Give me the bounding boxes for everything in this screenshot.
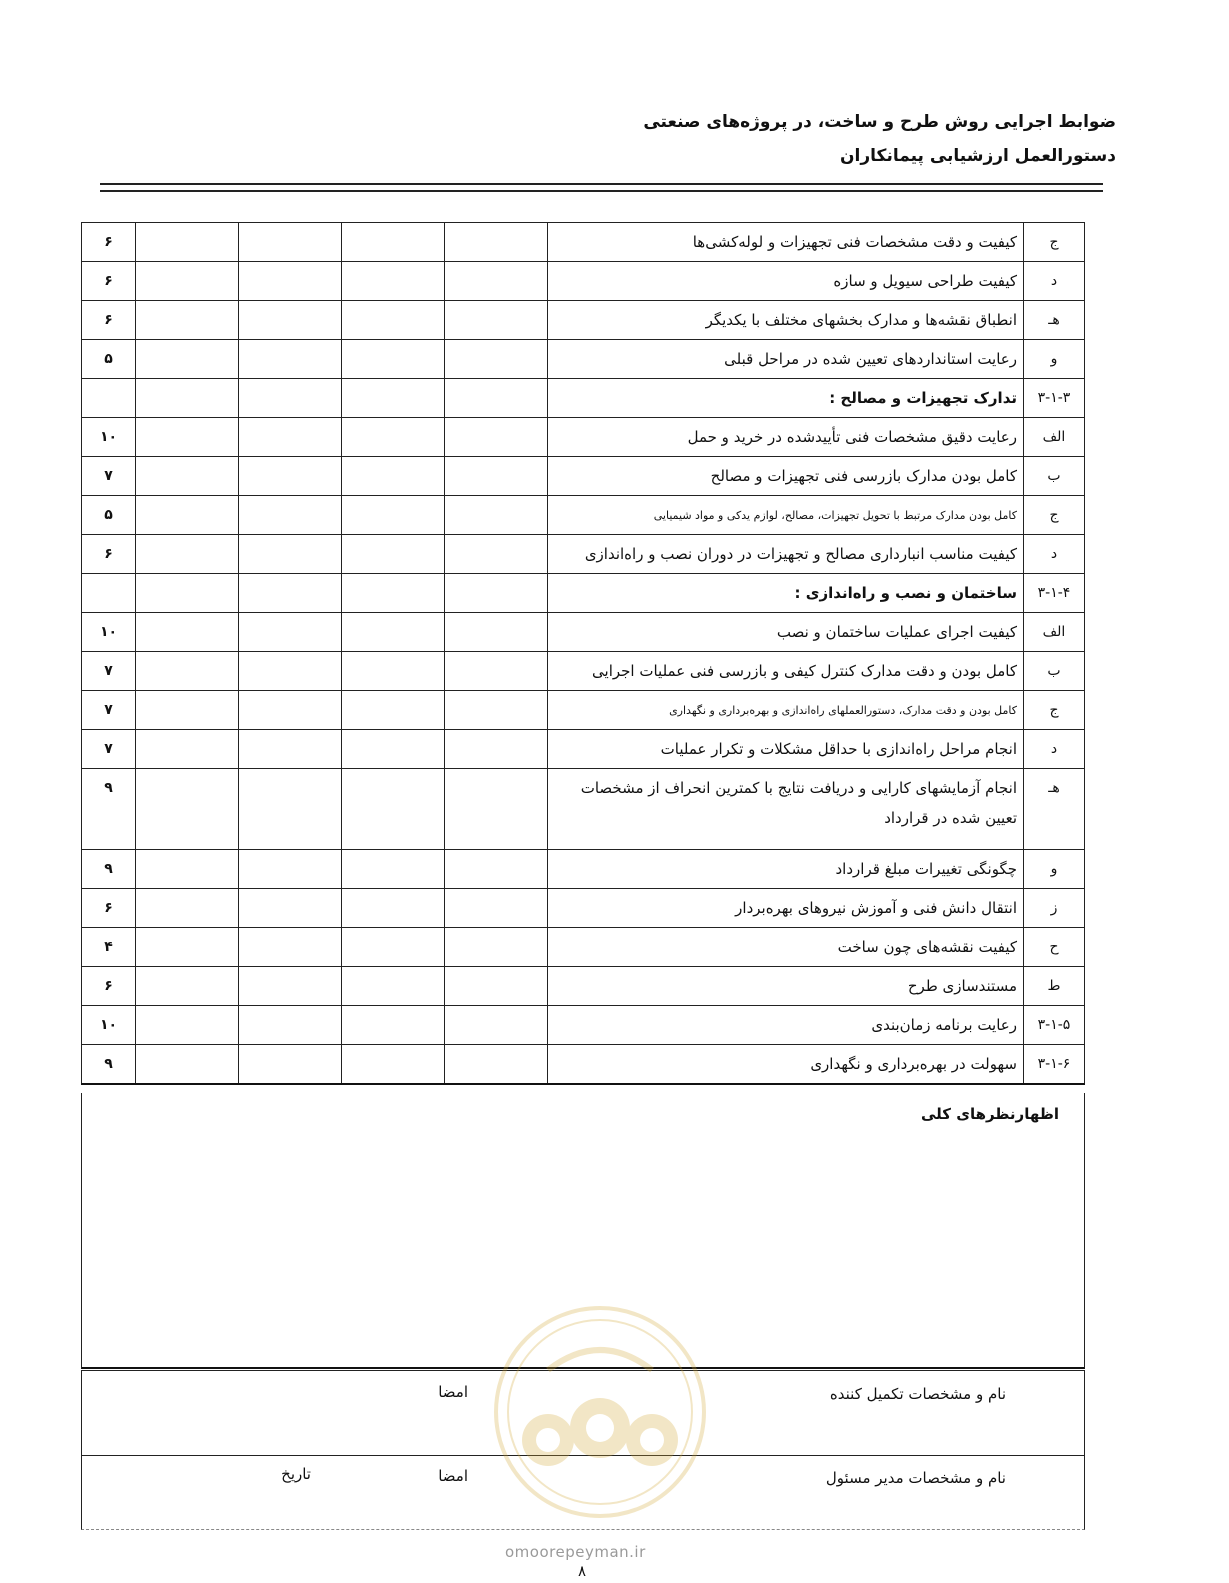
max-score: ۵ [82,496,136,535]
row-description: مستندسازی طرح [548,967,1024,1006]
date-label: تاریخ [281,1465,311,1483]
table-row [82,574,1085,613]
score-entry-cell[interactable] [136,928,239,967]
score-entry-cell[interactable] [239,730,342,769]
score-entry-cell[interactable] [445,769,548,850]
table-row [82,928,1085,967]
sign-label: امضا [438,1467,468,1485]
score-entry-cell[interactable] [445,496,548,535]
score-entry-cell[interactable] [136,652,239,691]
max-score: ۵ [82,340,136,379]
max-score: ۶ [82,223,136,262]
table-row [82,730,1085,769]
row-code: و [1024,850,1085,889]
score-entry-cell[interactable] [239,262,342,301]
row-description: کامل بودن مدارک بازرسی فنی تجهیزات و مصالح [548,457,1024,496]
score-entry-cell[interactable] [136,769,239,850]
row-description: کیفیت مناسب انبارداری مصالح و تجهیزات در دوران نصب و راه‌اندازی [548,535,1024,574]
sign-label: امضا [438,1383,468,1401]
page-number: ۸ [578,1562,587,1580]
row-description: کامل بودن و دقت مدارک کنترل کیفی و بازرسی فنی عملیات اجرایی [548,652,1024,691]
score-entry-cell[interactable] [445,1045,548,1085]
score-entry-cell[interactable] [136,889,239,928]
score-entry-cell[interactable] [342,379,445,418]
table-row [82,223,1085,262]
row-code: د [1024,730,1085,769]
max-score: ۹ [82,769,136,850]
score-entry-cell[interactable] [136,418,239,457]
score-entry-cell[interactable] [342,262,445,301]
completer-label: نام و مشخصات تکمیل کننده [829,1385,1006,1403]
row-description: چگونگی تغییرات مبلغ قرارداد [548,850,1024,889]
table-row [82,769,1085,850]
header-subtitle: دستورالعمل ارزشیابی پیمانکاران [840,146,1116,166]
row-description: تدارک تجهیزات و مصالح : [548,379,1024,418]
table-row [82,535,1085,574]
row-code: الف [1024,613,1085,652]
row-description: کیفیت اجرای عملیات ساختمان و نصب [548,613,1024,652]
table-row [82,496,1085,535]
row-code: هـ [1024,301,1085,340]
score-entry-cell[interactable] [342,730,445,769]
score-entry-cell[interactable] [342,418,445,457]
row-code: ۳-۱-۶ [1024,1045,1085,1085]
row-code: ج [1024,223,1085,262]
row-code: ح [1024,928,1085,967]
score-entry-cell[interactable] [342,889,445,928]
max-score [82,379,136,418]
row-description: انتقال دانش فنی و آموزش نیروهای بهره‌بردار [548,889,1024,928]
max-score: ۴ [82,928,136,967]
row-description: کامل بودن و دقت مدارک، دستورالعملهای راه‌اندازی و بهره‌برداری و نگهداری [548,691,1024,730]
score-entry-cell[interactable] [239,850,342,889]
row-description: رعایت برنامه زمان‌بندی [548,1006,1024,1045]
header-rule [100,183,1103,185]
score-entry-cell[interactable] [342,301,445,340]
max-score: ۷ [82,457,136,496]
score-entry-cell[interactable] [445,457,548,496]
score-entry-cell[interactable] [445,340,548,379]
row-description: انطباق نقشه‌ها و مدارک بخشهای مختلف با یکدیگر [548,301,1024,340]
row-description: رعایت دقیق مشخصات فنی تأییدشده در خرید و حمل [548,418,1024,457]
score-entry-cell[interactable] [239,613,342,652]
max-score: ۶ [82,535,136,574]
row-code: ۳-۱-۵ [1024,1006,1085,1045]
table-row [82,613,1085,652]
evaluation-table [81,222,1085,1085]
max-score: ۷ [82,691,136,730]
row-description: انجام مراحل راه‌اندازی با حداقل مشکلات و تکرار عملیات [548,730,1024,769]
score-entry-cell[interactable] [136,301,239,340]
score-entry-cell[interactable] [445,889,548,928]
row-code: ب [1024,652,1085,691]
max-score: ۷ [82,730,136,769]
score-entry-cell[interactable] [136,1006,239,1045]
score-entry-cell[interactable] [136,574,239,613]
table-row [82,1006,1085,1045]
max-score: ۱۰ [82,418,136,457]
score-entry-cell[interactable] [445,1006,548,1045]
row-code: ز [1024,889,1085,928]
score-entry-cell[interactable] [239,1045,342,1085]
score-entry-cell[interactable] [239,928,342,967]
table-row [82,850,1085,889]
score-entry-cell[interactable] [342,340,445,379]
table-row [82,418,1085,457]
score-entry-cell[interactable] [342,691,445,730]
score-entry-cell[interactable] [239,379,342,418]
score-entry-cell[interactable] [342,613,445,652]
row-code: د [1024,262,1085,301]
comments-title: اظهارنظرهای کلی [920,1105,1059,1123]
table-row [82,340,1085,379]
score-entry-cell[interactable] [342,457,445,496]
score-entry-cell[interactable] [136,379,239,418]
score-entry-cell[interactable] [445,574,548,613]
score-entry-cell[interactable] [239,496,342,535]
score-entry-cell[interactable] [445,301,548,340]
table-row [82,379,1085,418]
score-entry-cell[interactable] [136,691,239,730]
score-entry-cell[interactable] [342,1006,445,1045]
score-entry-cell[interactable] [239,652,342,691]
score-entry-cell[interactable] [239,535,342,574]
score-entry-cell[interactable] [445,535,548,574]
row-code: و [1024,340,1085,379]
score-entry-cell[interactable] [239,340,342,379]
score-entry-cell[interactable] [342,1045,445,1085]
score-entry-cell[interactable] [445,613,548,652]
max-score [82,574,136,613]
table-row [82,262,1085,301]
score-entry-cell[interactable] [445,691,548,730]
score-entry-cell[interactable] [342,652,445,691]
table-row [82,967,1085,1006]
table-row [82,652,1085,691]
max-score: ۷ [82,652,136,691]
row-description: کیفیت و دقت مشخصات فنی تجهیزات و لوله‌کشی‌ها [548,223,1024,262]
score-entry-cell[interactable] [239,418,342,457]
score-entry-cell[interactable] [239,967,342,1006]
max-score: ۱۰ [82,613,136,652]
manager-label: نام و مشخصات مدیر مسئول [825,1469,1006,1487]
score-entry-cell[interactable] [342,769,445,850]
row-description: کیفیت طراحی سیویل و سازه [548,262,1024,301]
watermark-seal-icon [488,1300,712,1524]
score-entry-cell[interactable] [445,730,548,769]
score-entry-cell[interactable] [445,379,548,418]
score-entry-cell[interactable] [136,340,239,379]
score-entry-cell[interactable] [342,535,445,574]
row-code: ۳-۱-۳ [1024,379,1085,418]
row-description: انجام آزمایشهای کارایی و دریافت نتایج با کمترین انحراف از مشخصات تعیین شده در قرارداد [548,769,1024,850]
table-row [82,1045,1085,1085]
score-entry-cell[interactable] [239,574,342,613]
score-entry-cell[interactable] [239,1006,342,1045]
max-score: ۶ [82,889,136,928]
row-code: ج [1024,691,1085,730]
score-entry-cell[interactable] [342,574,445,613]
row-description: کامل بودن مدارک مرتبط با تحویل تجهیزات، مصالح، لوازم یدکی و مواد شیمیایی [548,496,1024,535]
max-score: ۹ [82,850,136,889]
score-entry-cell[interactable] [239,889,342,928]
score-entry-cell[interactable] [342,967,445,1006]
max-score: ۶ [82,301,136,340]
table-row [82,889,1085,928]
row-code: ج [1024,496,1085,535]
score-entry-cell[interactable] [445,928,548,967]
max-score: ۶ [82,262,136,301]
score-entry-cell[interactable] [445,223,548,262]
max-score: ۱۰ [82,1006,136,1045]
score-entry-cell[interactable] [445,850,548,889]
score-entry-cell[interactable] [239,769,342,850]
score-entry-cell[interactable] [136,496,239,535]
max-score: ۶ [82,967,136,1006]
row-code: ب [1024,457,1085,496]
score-entry-cell[interactable] [342,496,445,535]
score-entry-cell[interactable] [445,262,548,301]
score-entry-cell[interactable] [136,457,239,496]
row-description: سهولت در بهره‌برداری و نگهداری [548,1045,1024,1085]
row-description: ساختمان و نصب و راه‌اندازی : [548,574,1024,613]
score-entry-cell[interactable] [445,652,548,691]
header-title: ضوابط اجرایی روش طرح و ساخت، در پروژه‌های صنعتی [643,112,1116,132]
header-rule [100,190,1103,192]
table-row [82,301,1085,340]
score-entry-cell[interactable] [239,301,342,340]
score-entry-cell[interactable] [445,418,548,457]
score-entry-cell[interactable] [239,223,342,262]
score-entry-cell[interactable] [445,967,548,1006]
table-row [82,691,1085,730]
row-code: ۳-۱-۴ [1024,574,1085,613]
score-entry-cell[interactable] [136,850,239,889]
score-entry-cell[interactable] [136,613,239,652]
score-entry-cell[interactable] [342,928,445,967]
row-description: کیفیت نقشه‌های چون ساخت [548,928,1024,967]
score-entry-cell[interactable] [136,730,239,769]
document-header [643,112,1116,166]
score-entry-cell[interactable] [239,691,342,730]
score-entry-cell[interactable] [239,457,342,496]
score-entry-cell[interactable] [136,967,239,1006]
score-entry-cell[interactable] [136,535,239,574]
row-code: ط [1024,967,1085,1006]
row-code: الف [1024,418,1085,457]
table-row [82,457,1085,496]
score-entry-cell[interactable] [136,223,239,262]
score-entry-cell[interactable] [136,262,239,301]
website-footer: omoorepeyman.ir [505,1543,646,1561]
row-description: رعایت استانداردهای تعیین شده در مراحل قبلی [548,340,1024,379]
row-code: د [1024,535,1085,574]
score-entry-cell[interactable] [342,223,445,262]
score-entry-cell[interactable] [136,1045,239,1085]
score-entry-cell[interactable] [342,850,445,889]
row-code: هـ [1024,769,1085,850]
max-score: ۹ [82,1045,136,1085]
